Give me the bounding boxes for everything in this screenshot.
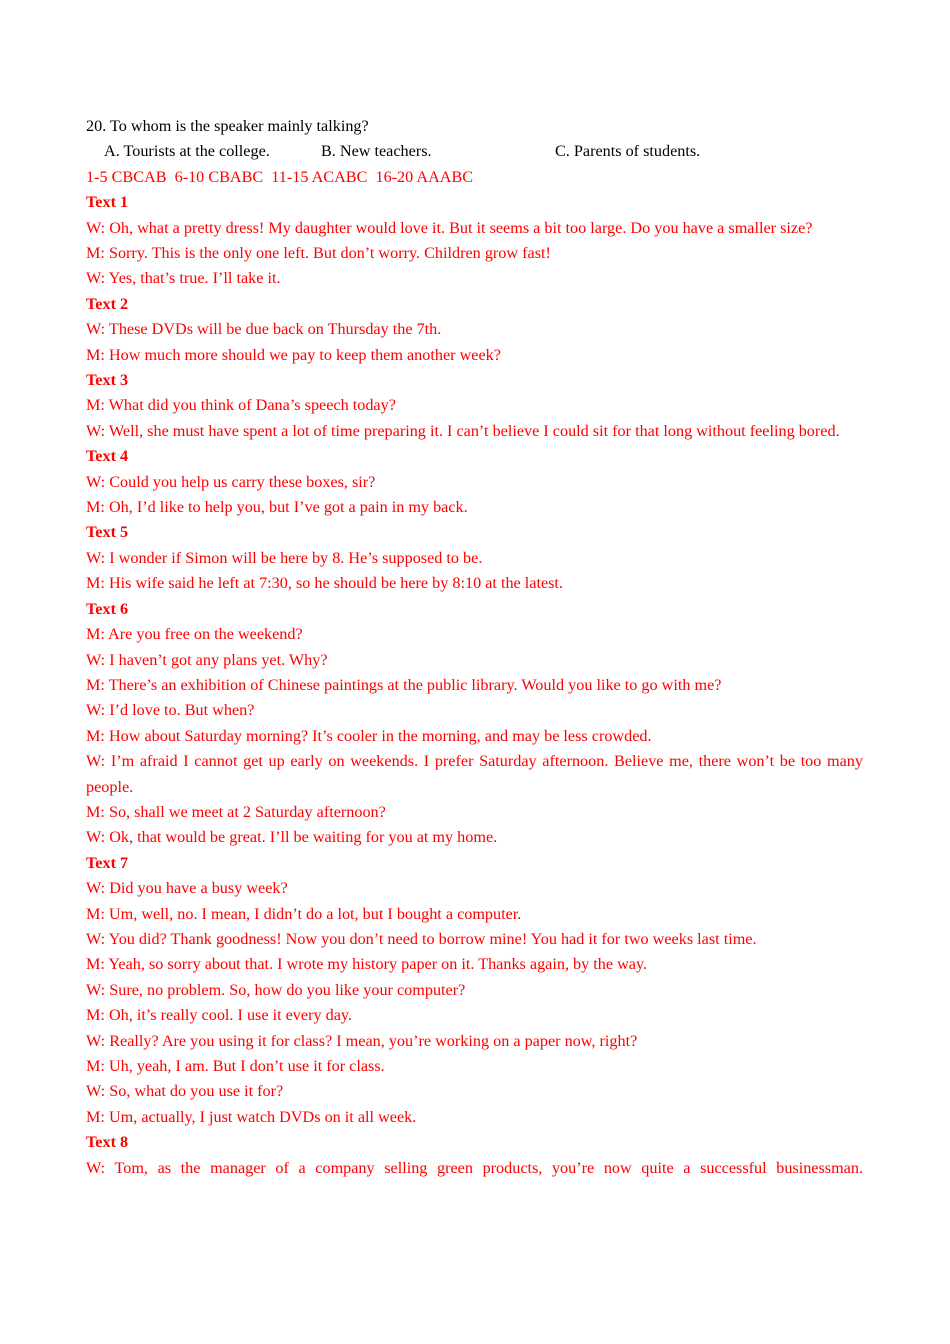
- dialogue-line: W: Yes, that’s true. I’ll take it.: [86, 269, 281, 288]
- section-heading: Text 8: [86, 1133, 129, 1152]
- dialogue-line: M: Oh, I’d like to help you, but I’ve got a pain in my back.: [86, 498, 468, 517]
- dialogue-line: M: Oh, it’s really cool. I use it every day.: [86, 1006, 352, 1025]
- dialogue-line: M: There’s an exhibition of Chinese paintings at the public library. Would you like to go with me?: [86, 675, 722, 694]
- section-heading: Text 3: [86, 371, 129, 390]
- dialogue-line: W: I’d love to. But when?: [86, 701, 255, 720]
- dialogue-line: M: His wife said he left at 7:30, so he should be here by 8:10 at the latest.: [86, 574, 563, 593]
- dialogue-line: W: Ok, that would be great. I’ll be waiting for you at my home.: [86, 828, 498, 847]
- document-content: [86, 114, 863, 1181]
- answer-key: 1-5 CBCAB 6-10 CBABC 11-15 ACABC 16-20 AAABC: [86, 167, 474, 186]
- option-a: A. Tourists at the college.: [104, 142, 270, 161]
- dialogue-line: W: Did you have a busy week?: [86, 879, 288, 898]
- dialogue-line: W: Really? Are you using it for class? I mean, you’re working on a paper now, right?: [86, 1031, 638, 1050]
- dialogue-line: W: Could you help us carry these boxes, sir?: [86, 472, 376, 491]
- dialogue-line: M: Are you free on the weekend?: [86, 625, 303, 644]
- dialogue-line: W: I wonder if Simon will be here by 8. He’s supposed to be.: [86, 548, 483, 567]
- dialogue-line: W: You did? Thank goodness! Now you don’t need to borrow mine! You had it for two weeks last time.: [86, 929, 757, 948]
- dialogue-line: W: I’m afraid I cannot get up early on weekends. I prefer Saturday afternoon. Believe me, there won’t be too many people.: [86, 752, 863, 796]
- section-heading: Text 4: [86, 447, 129, 466]
- option-b: B. New teachers.: [321, 142, 432, 161]
- dialogue-line: W: Tom, as the manager of a company selling green products, you’re now quite a successful businessman.: [86, 1158, 863, 1177]
- section-heading: Text 5: [86, 523, 129, 542]
- question-20-options: [86, 139, 863, 164]
- dialogue-line: W: These DVDs will be due back on Thursday the 7th.: [86, 320, 442, 339]
- dialogue-line: M: What did you think of Dana’s speech today?: [86, 396, 396, 415]
- dialogue-line: W: Oh, what a pretty dress! My daughter would love it. But it seems a bit too large. Do you have a smaller size?: [86, 218, 813, 237]
- section-heading: Text 1: [86, 193, 129, 212]
- section-heading: Text 6: [86, 599, 129, 618]
- dialogue-line: M: Yeah, so sorry about that. I wrote my history paper on it. Thanks again, by the way.: [86, 955, 648, 974]
- section-heading: Text 7: [86, 853, 129, 872]
- dialogue-line: M: How about Saturday morning? It’s cooler in the morning, and may be less crowded.: [86, 726, 652, 745]
- dialogue-line: M: So, shall we meet at 2 Saturday afternoon?: [86, 802, 386, 821]
- question-20: 20. To whom is the speaker mainly talking?: [86, 117, 369, 135]
- dialogue-line: M: Um, actually, I just watch DVDs on it all week.: [86, 1107, 417, 1126]
- dialogue-line: W: I haven’t got any plans yet. Why?: [86, 650, 328, 669]
- section-heading: Text 2: [86, 294, 129, 313]
- dialogue-line: W: Well, she must have spent a lot of time preparing it. I can’t believe I could sit for that long without feeling bored.: [86, 421, 840, 440]
- option-c: C. Parents of students.: [555, 142, 701, 161]
- dialogue-line: M: Um, well, no. I mean, I didn’t do a lot, but I bought a computer.: [86, 904, 522, 923]
- dialogue-line: W: Sure, no problem. So, how do you like your computer?: [86, 980, 466, 999]
- dialogue-line: M: Sorry. This is the only one left. But don’t worry. Children grow fast!: [86, 244, 551, 263]
- dialogue-line: M: How much more should we pay to keep them another week?: [86, 345, 501, 364]
- dialogue-line: M: Uh, yeah, I am. But I don’t use it for class.: [86, 1057, 385, 1076]
- dialogue-line: W: So, what do you use it for?: [86, 1082, 284, 1101]
